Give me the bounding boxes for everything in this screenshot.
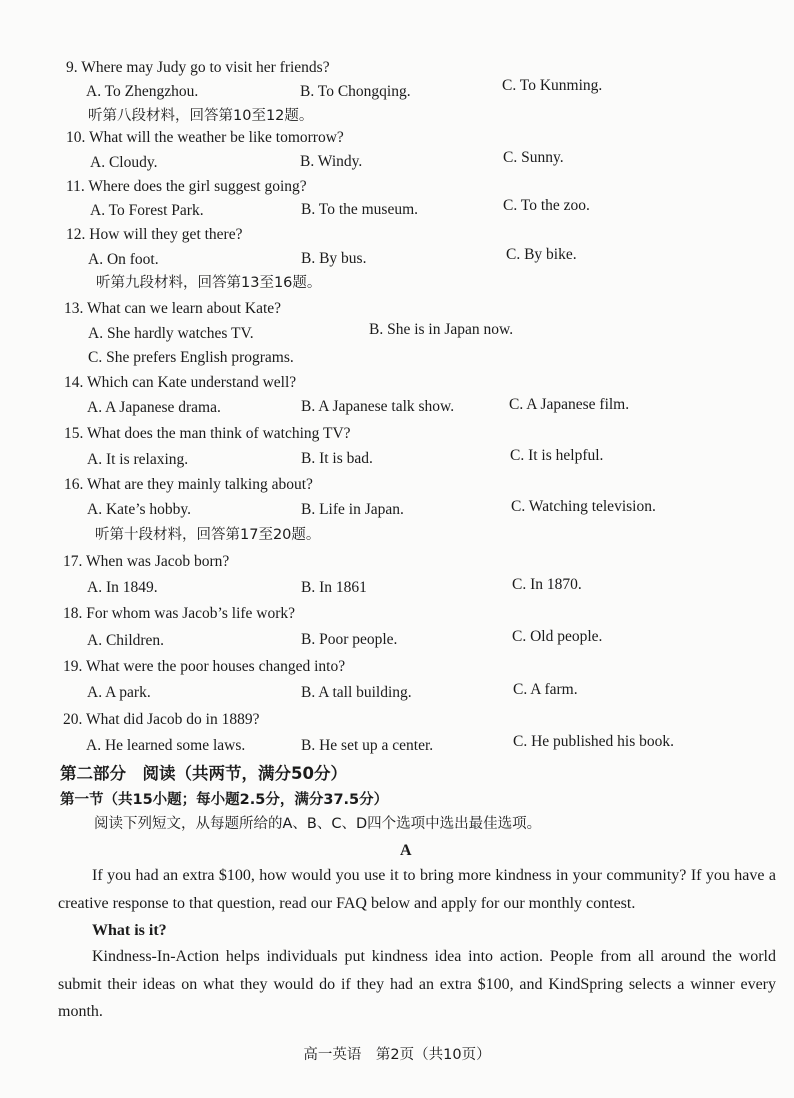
q14-option-c: C. A Japanese film.	[509, 396, 630, 413]
q9-option-a: A. To Zhengzhou.	[86, 83, 199, 100]
instruction-seg10: 听第十段材料，回答第17至20题。	[95, 527, 321, 543]
q20-option-b: B. He set up a center.	[301, 737, 434, 754]
question-20: 20. What did Jacob do in 1889?	[63, 711, 260, 728]
question-14: 14. Which can Kate understand well?	[64, 374, 297, 391]
question-17: 17. When was Jacob born?	[63, 553, 230, 570]
section1-heading: 第一节（共15小题；每小题2.5分，满分37.5分）	[60, 792, 389, 808]
q11-option-c: C. To the zoo.	[503, 197, 590, 214]
question-10: 10. What will the weather be like tomorrow?	[66, 129, 344, 146]
part2-heading: 第二部分 阅读（共两节，满分50分）	[60, 764, 347, 783]
passage-paragraph-2: Kindness-In-Action helps individuals put kindness idea into action. People from all around the world submit their ideas on what they would do if they had an extra $100, and KindSpring selects a winner every month.	[58, 948, 776, 1020]
question-12: 12. How will they get there?	[66, 226, 243, 243]
q20-option-a: A. He learned some laws.	[86, 737, 246, 754]
question-15: 15. What does the man think of watching TV?	[64, 425, 351, 442]
passage-paragraph-1: If you had an extra $100, how would you use it to bring more kindness in your community? If you have a creative response to that question, read our FAQ below and apply for our monthly contest.	[58, 867, 776, 912]
q19-option-c: C. A farm.	[513, 681, 578, 698]
q11-option-a: A. To Forest Park.	[90, 202, 204, 219]
q14-option-a: A. A Japanese drama.	[87, 399, 221, 416]
q12-option-c: C. By bike.	[506, 246, 577, 263]
question-9: 9. Where may Judy go to visit her friends?	[66, 59, 330, 76]
q16-option-a: A. Kate’s hobby.	[87, 501, 192, 518]
q9-option-b: B. To Chongqing.	[300, 83, 411, 100]
q12-option-b: B. By bus.	[301, 250, 367, 267]
q9-option-c: C. To Kunming.	[502, 77, 603, 94]
question-16: 16. What are they mainly talking about?	[64, 476, 313, 493]
question-11: 11. Where does the girl suggest going?	[66, 178, 307, 195]
page-footer: 高一英语 第2页（共10页）	[303, 1047, 491, 1063]
q13-option-a: A. She hardly watches TV.	[88, 325, 254, 342]
q15-option-c: C. It is helpful.	[510, 447, 604, 464]
q13-option-b: B. She is in Japan now.	[369, 321, 514, 338]
q17-option-a: A. In 1849.	[87, 579, 158, 596]
q12-option-a: A. On foot.	[88, 251, 159, 268]
q14-option-b: B. A Japanese talk show.	[301, 398, 455, 415]
question-19: 19. What were the poor houses changed into?	[63, 658, 346, 675]
q17-option-c: C. In 1870.	[512, 576, 582, 593]
q16-option-c: C. Watching television.	[511, 498, 656, 515]
q17-option-b: B. In 1861	[301, 579, 367, 596]
instruction-seg8: 听第八段材料，回答第10至12题。	[88, 108, 314, 124]
q15-option-b: B. It is bad.	[301, 450, 373, 467]
q11-option-b: B. To the museum.	[301, 201, 419, 218]
question-18: 18. For whom was Jacob’s life work?	[63, 605, 296, 622]
question-13: 13. What can we learn about Kate?	[64, 300, 282, 317]
q15-option-a: A. It is relaxing.	[87, 451, 189, 468]
q19-option-b: B. A tall building.	[301, 684, 412, 701]
q18-option-b: B. Poor people.	[301, 631, 398, 648]
reading-direction: 阅读下列短文，从每题所给的A、B、C、D四个选项中选出最佳选项。	[94, 816, 542, 832]
q10-option-a: A. Cloudy.	[90, 154, 158, 171]
q18-option-a: A. Children.	[87, 632, 165, 649]
q16-option-b: B. Life in Japan.	[301, 501, 404, 518]
passage-letter: A	[400, 842, 412, 859]
q18-option-c: C. Old people.	[512, 628, 603, 645]
instruction-seg9: 听第九段材料，回答第13至16题。	[96, 275, 322, 291]
q13-option-c: C. She prefers English programs.	[88, 349, 294, 366]
q19-option-a: A. A park.	[87, 684, 151, 701]
q20-option-c: C. He published his book.	[513, 733, 675, 750]
passage-subheading: What is it?	[92, 922, 167, 939]
q10-option-c: C. Sunny.	[503, 149, 564, 166]
q10-option-b: B. Windy.	[300, 153, 363, 170]
